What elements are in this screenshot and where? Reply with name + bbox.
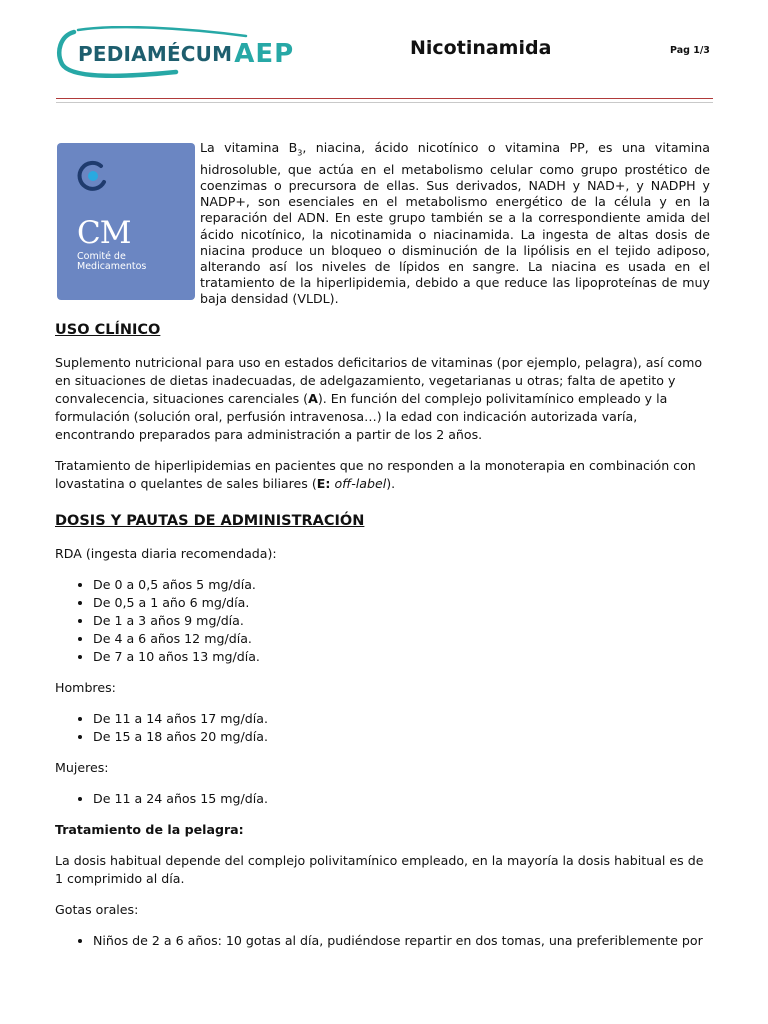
text: ). En función del complejo polivitamínico empleado y la formulación (solución oral, perfusión intravenosa…) la edad con indicación autorizada varía, encontrando preparados para administración a partir de los 2 años.: [55, 391, 668, 442]
evidence-level: A: [308, 391, 318, 406]
gotas-label: Gotas orales:: [55, 902, 139, 917]
main-content: [55, 320, 713, 963]
list-item: • De 15 a 18 años 20 mg/día.: [93, 728, 713, 746]
header-divider-thin: [56, 102, 713, 103]
list-item: • De 11 a 24 años 15 mg/día.: [93, 790, 713, 808]
intro-text-rest: , niacina, ácido nicotínico o vitamina PP, es una vitamina hidrosoluble, que actúa en el metabolismo celular como grupo prostético de coenzimas o precursora de ellas. Sus derivados, NADH y NAD+, y NADPH y NADP+, son esenciales en el metabolismo energético de la célula y en la reparación del ADN. En este grupo también se a la correspondiente amida del ácido nicotínico, la nicotinamida o niacinamida. La ingesta de altas dosis de niacina produce un bloqueo o disminución de la lipólisis en el tejido adiposo, alterando así los niveles de lípidos en sangre. La niacina es usada en el tratamiento de la hiperlipidemia, debido a que reduce las lipoproteínas de muy baja densidad (VLDL).: [200, 140, 711, 307]
cm-logo-icon: [75, 158, 111, 194]
logo-aep: AEP: [234, 39, 295, 69]
rda-label: RDA (ingesta diaria recomendada):: [55, 546, 277, 561]
page-header: [0, 0, 768, 110]
text: Suplemento nutricional para uso en estados deficitarios de vitaminas (por ejemplo, pelagra), así como en situaciones de dietas inadecuadas, de adelgazamiento, vegetarianas u otras; falta de apetito y convalecencia, situaciones carenciales (: [55, 355, 703, 406]
list-item: • De 1 a 3 años 9 mg/día.: [93, 612, 713, 630]
pediamecum-logo: [56, 26, 306, 80]
intro-subscript: 3: [297, 148, 303, 158]
list-item: • Niños de 2 a 6 años: 10 gotas al día, pudiéndose repartir en dos tomas, una preferiblemente por: [93, 932, 713, 950]
uso-clinico-paragraph-2: [55, 457, 713, 493]
mujeres-label: Mujeres:: [55, 760, 109, 775]
list-item: • De 7 a 10 años 13 mg/día.: [93, 648, 713, 666]
list-item: • De 0,5 a 1 año 6 mg/día.: [93, 594, 713, 612]
pelagra-paragraph: La dosis habitual depende del complejo polivitamínico empleado, en la mayoría la dosis habitual es de 1 comprimido al día.: [55, 853, 704, 886]
cm-subtitle-line1: Comité de: [77, 251, 126, 262]
pelagra-heading: Tratamiento de la pelagra:: [55, 822, 244, 837]
comite-medicamentos-badge: [57, 143, 195, 300]
cm-subtitle-line2: Medicamentos: [77, 261, 147, 272]
mujeres-list: [55, 790, 713, 808]
intro-text-start: La vitamina B: [200, 140, 298, 155]
rda-list: [55, 576, 713, 666]
document-title: Nicotinamida: [410, 37, 552, 59]
list-item: • De 11 a 14 años 17 mg/día.: [93, 710, 713, 728]
text: Tratamiento de hiperlipidemias en pacientes que no responden a la monoterapia en combinación con lovastatina o quelantes de sales biliares (: [55, 458, 696, 491]
header-divider: [56, 98, 713, 99]
uso-clinico-paragraph-1: [55, 354, 713, 444]
page-number: Pag 1/3: [670, 45, 710, 56]
cm-subtitle: [77, 252, 146, 272]
intro-paragraph: [200, 140, 710, 308]
hombres-list: [55, 710, 713, 746]
evidence-level: E:: [316, 476, 331, 491]
gotas-list: [55, 932, 713, 950]
section-heading-uso-clinico: USO CLÍNICO: [55, 322, 161, 338]
section-heading-dosis: DOSIS Y PAUTAS DE ADMINISTRACIÓN: [55, 513, 365, 529]
text: ).: [386, 476, 396, 491]
cm-letters: CM: [77, 215, 131, 251]
list-item: • De 4 a 6 años 12 mg/día.: [93, 630, 713, 648]
logo-text: PEDIAMÉCUMAEP: [78, 39, 295, 69]
off-label-text: off-label: [334, 476, 387, 491]
list-item: • De 0 a 0,5 años 5 mg/día.: [93, 576, 713, 594]
hombres-label: Hombres:: [55, 680, 116, 695]
